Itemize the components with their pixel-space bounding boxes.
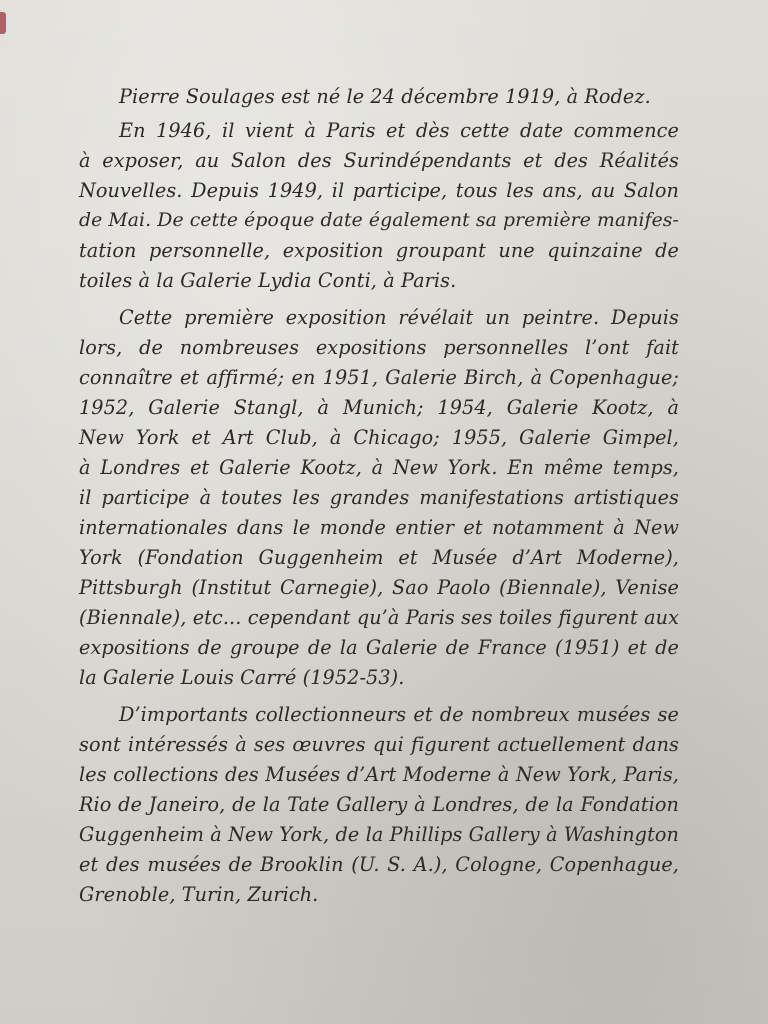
text-line: à exposer, au Salon des Surindépendants et des Réalités xyxy=(79,149,679,172)
paragraph-early-career xyxy=(79,116,679,296)
text-line: D’importants collectionneurs et de nombreux musées se xyxy=(119,703,679,726)
biography-text xyxy=(79,82,679,910)
text-line: New York et Art Club, à Chicago; 1955, Galerie Gimpel, xyxy=(79,426,679,449)
text-line: la Galerie Louis Carré (1952-53). xyxy=(79,666,405,689)
text-line: de Mai. De cette époque date également sa première manifes- xyxy=(79,210,679,231)
text-line: expositions de groupe de la Galerie de France (1951) et de xyxy=(79,636,679,659)
text-line: il participe à toutes les grandes manifestations artistiques xyxy=(79,486,679,509)
text-line: Pierre Soulages est né le 24 décembre 1919, à Rodez. xyxy=(119,85,651,108)
text-line: à Londres et Galerie Kootz, à New York. En même temps, xyxy=(79,456,679,479)
text-line: 1952, Galerie Stangl, à Munich; 1954, Galerie Kootz, à xyxy=(79,396,679,419)
text-line: Rio de Janeiro, de la Tate Gallery à Londres, de la Fondation xyxy=(79,793,679,816)
text-line: Guggenheim à New York, de la Phillips Gallery à Washington xyxy=(79,823,679,846)
text-line: Nouvelles. Depuis 1949, il participe, tous les ans, au Salon xyxy=(79,179,679,202)
paragraph-collections xyxy=(79,700,679,910)
text-line: Grenoble, Turin, Zurich. xyxy=(79,883,319,906)
text-line: Pittsburgh (Institut Carnegie), Sao Paolo (Biennale), Venise xyxy=(79,576,679,599)
text-line: York (Fondation Guggenheim et Musée d’Art Moderne), xyxy=(79,546,679,569)
text-line: (Biennale), etc... cependant qu’à Paris ses toiles figurent aux xyxy=(79,606,679,629)
text-line: les collections des Musées d’Art Moderne à New York, Paris, xyxy=(79,763,679,786)
paragraph-exhibitions xyxy=(79,303,679,693)
text-line: tation personnelle, exposition groupant une quinzaine de xyxy=(79,239,679,262)
text-line: et des musées de Brooklin (U. S. A.), Cologne, Copenhague, xyxy=(79,853,679,876)
text-line: internationales dans le monde entier et notamment à New xyxy=(79,516,679,539)
text-line: sont intéressés à ses œuvres qui figurent actuellement dans xyxy=(79,733,679,756)
paragraph-birth xyxy=(79,82,679,112)
page-edge-stain xyxy=(0,12,6,34)
text-line: lors, de nombreuses expositions personnelles l’ont fait xyxy=(79,336,679,359)
text-line: En 1946, il vient à Paris et dès cette date commence xyxy=(119,119,679,142)
text-line: toiles à la Galerie Lydia Conti, à Paris. xyxy=(79,269,457,292)
text-line: Cette première exposition révélait un peintre. Depuis xyxy=(119,306,679,329)
text-line: connaître et affirmé; en 1951, Galerie Birch, à Copenhague; xyxy=(79,366,679,389)
